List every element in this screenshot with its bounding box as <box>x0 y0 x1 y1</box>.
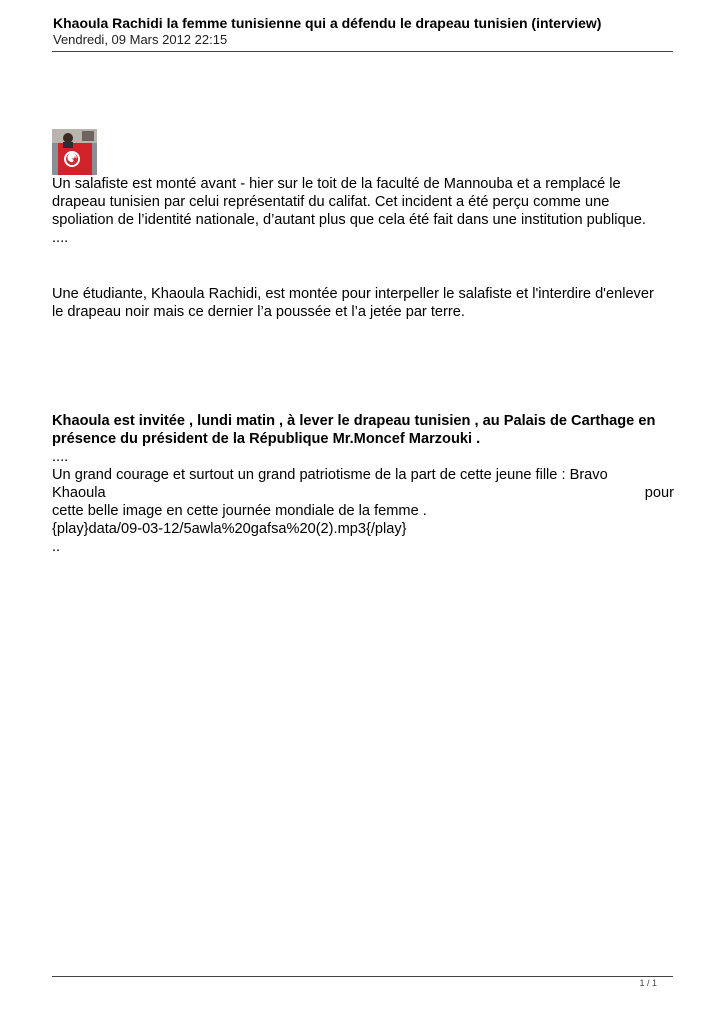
footer-divider <box>52 976 673 977</box>
khaoula-word: Khaoula <box>52 485 106 501</box>
bold-line: présence du président de la République Mr.Moncef Marzouki . <box>52 431 481 447</box>
page-number: 1 / 1 <box>639 978 657 988</box>
article-date: Vendredi, 09 Mars 2012 22:15 <box>53 32 228 47</box>
paragraph-invitation <box>52 412 674 556</box>
text-line: .... <box>52 230 69 246</box>
text-line: cette belle image en cette journée mondiale de la femme . <box>52 503 427 519</box>
header-divider <box>52 51 673 52</box>
dots-line: .... <box>52 449 69 465</box>
text-line: drapeau tunisien par celui représentatif du califat. Cet incident a été perçu comme une <box>52 194 610 210</box>
article-title: Khaoula Rachidi la femme tunisienne qui a défendu le drapeau tunisien (interview) <box>53 15 602 31</box>
text-line: Un salafiste est monté avant - hier sur le toit de la faculté de Mannouba et a remplacé le <box>52 176 621 192</box>
bold-line: Khaoula est invitée , lundi matin , à lever le drapeau tunisien , au Palais de Carthage en <box>52 413 656 429</box>
document-header <box>53 15 673 47</box>
paragraph-student <box>52 285 674 321</box>
end-dots: .. <box>52 539 61 555</box>
justified-line <box>52 484 674 502</box>
article-photo <box>52 129 97 175</box>
pour-word: pour <box>644 485 674 501</box>
audio-play-tag: {play}data/09-03-12/5awla%20gafsa%20(2).mp3{/play} <box>52 521 407 537</box>
text-line: spoliation de l’identité nationale, d’autant plus que cela été fait dans une institution publique. <box>52 212 646 228</box>
text-line: le drapeau noir mais ce dernier l’a poussée et l’a jetée par terre. <box>52 304 465 320</box>
text-line: Une étudiante, Khaoula Rachidi, est montée pour interpeller le salafiste et l'interdire d'enlever <box>52 286 654 302</box>
text-line: Un grand courage et surtout un grand patriotisme de la part de cette jeune fille : Bravo <box>52 467 608 483</box>
paragraph-incident <box>52 175 674 247</box>
